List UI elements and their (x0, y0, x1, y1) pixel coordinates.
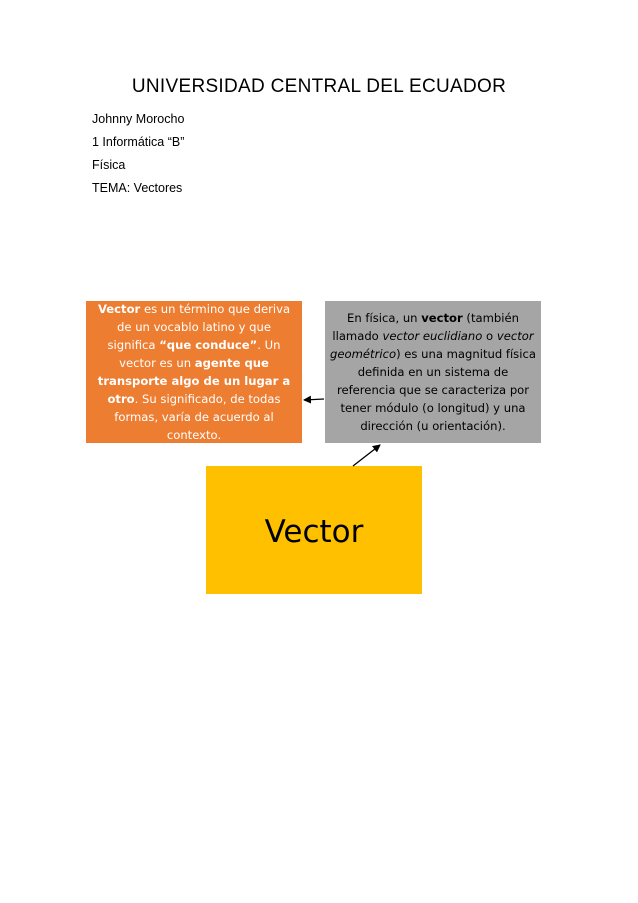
author-name: Johnny Morocho (92, 112, 185, 126)
arrow-center-to-physics (353, 445, 380, 466)
definition-box-physics (325, 301, 541, 443)
center-concept-label: Vector (264, 514, 364, 550)
definition-text-physics: En física, un vector (también llamado vector euclidiano o vector geométrico) es una magnitud física definida en un sistema de referencia que se caracteriza por tener módulo (o longitud) y una dirección (u orientación). (330, 311, 536, 433)
center-concept-box (206, 466, 422, 594)
definition-box-general (86, 301, 302, 443)
topic-label: TEMA: Vectores (92, 181, 183, 195)
arrow-physics-to-general (304, 399, 324, 400)
course-label: 1 Informática “B” (92, 135, 185, 149)
university-title: UNIVERSIDAD CENTRAL DEL ECUADOR (131, 76, 507, 97)
subject-label: Física (92, 158, 126, 172)
definition-text-general: Vector es un término que deriva de un vocablo latino y que significa “que conduce”. Un vector es un agente que transporte algo de un lugar a otro. Su significado, de todas formas, varía de acuerdo al contexto. (97, 302, 291, 442)
